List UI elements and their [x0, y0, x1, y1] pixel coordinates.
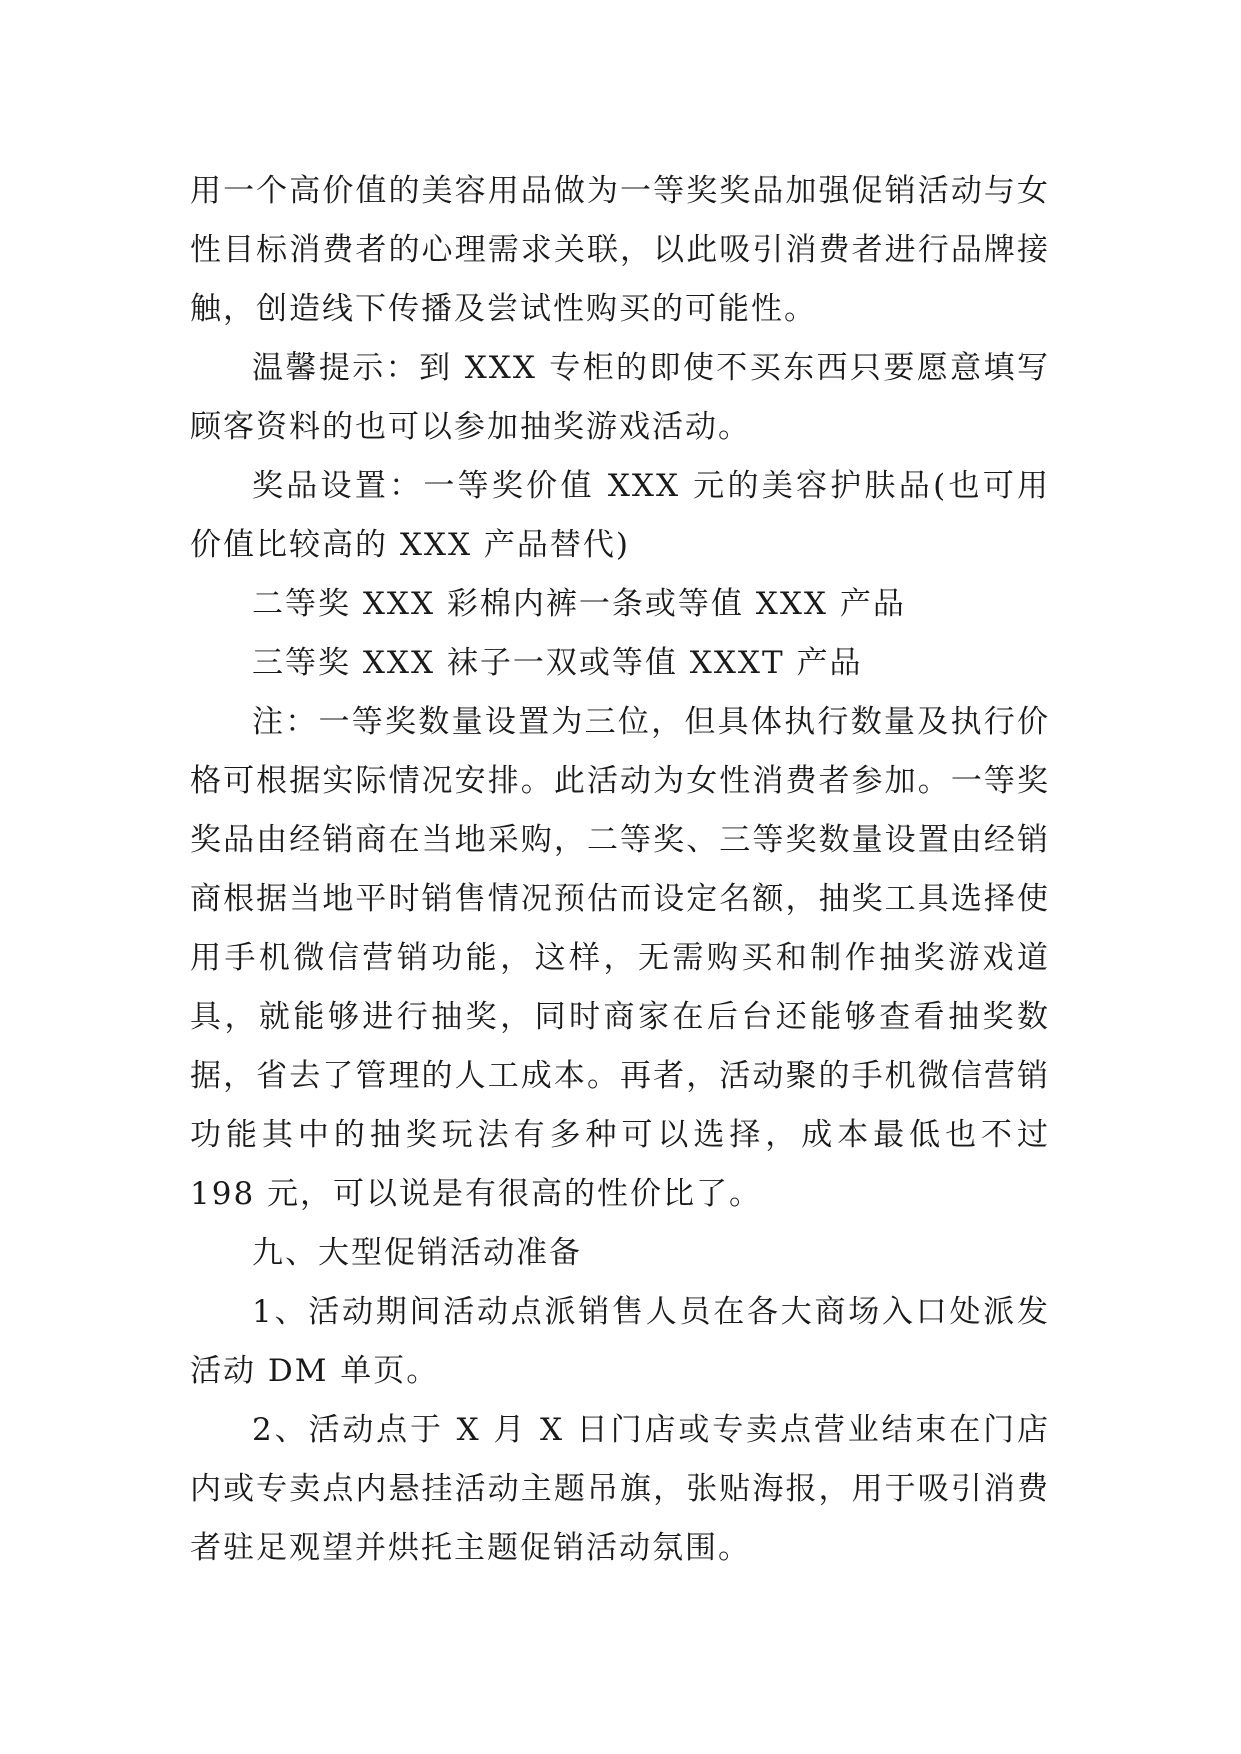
section-heading: 九、大型促销活动准备	[252, 1235, 582, 1271]
paragraph-prize-settings: 奖品设置：一等奖价值 XXX 元的美容护肤品(也可用价值比较高的 XXX 产品替代)	[190, 468, 1050, 563]
paragraph-third-prize: 三等奖 XXX 袜子一双或等值 XXXT 产品	[252, 645, 863, 681]
paragraph-item-2: 2、活动点于 X 月 X 日门店或专卖点营业结束在门店内或专卖点内悬挂活动主题吊旗，张贴海报，用于吸引消费者驻足观望并烘托主题促销活动氛围。	[190, 1412, 1050, 1566]
paragraph-note: 注：一等奖数量设置为三位，但具体执行数量及执行价格可根据实际情况安排。此活动为女性消费者参加。一等奖奖品由经销商在当地采购，二等奖、三等奖数量设置由经销商根据当地平时销售情况预估而设定名额，抽奖工具选择使用手机微信营销功能，这样，无需购买和制作抽奖游戏道具，就能够进行抽奖，同时商家在后台还能够查看抽奖数据，省去了管理的人工成本。再者，活动聚的手机微信营销功能其中的抽奖玩法有多种可以选择，成本最低也不过 198 元，可以说是有很高的性价比了。	[190, 704, 1050, 1212]
document-body	[190, 162, 1050, 1578]
paragraph-second-prize: 二等奖 XXX 彩棉内裤一条或等值 XXX 产品	[252, 586, 906, 622]
paragraph-warm-tip: 温馨提示：到 XXX 专柜的即使不买东西只要愿意填写顾客资料的也可以参加抽奖游戏活动。	[190, 350, 1050, 445]
paragraph-prize-purpose: 用一个高价值的美容用品做为一等奖奖品加强促销活动与女性目标消费者的心理需求关联，以此吸引消费者进行品牌接触，创造线下传播及尝试性购买的可能性。	[190, 173, 1050, 327]
paragraph-item-1: 1、活动期间活动点派销售人员在各大商场入口处派发活动 DM 单页。	[190, 1294, 1050, 1389]
